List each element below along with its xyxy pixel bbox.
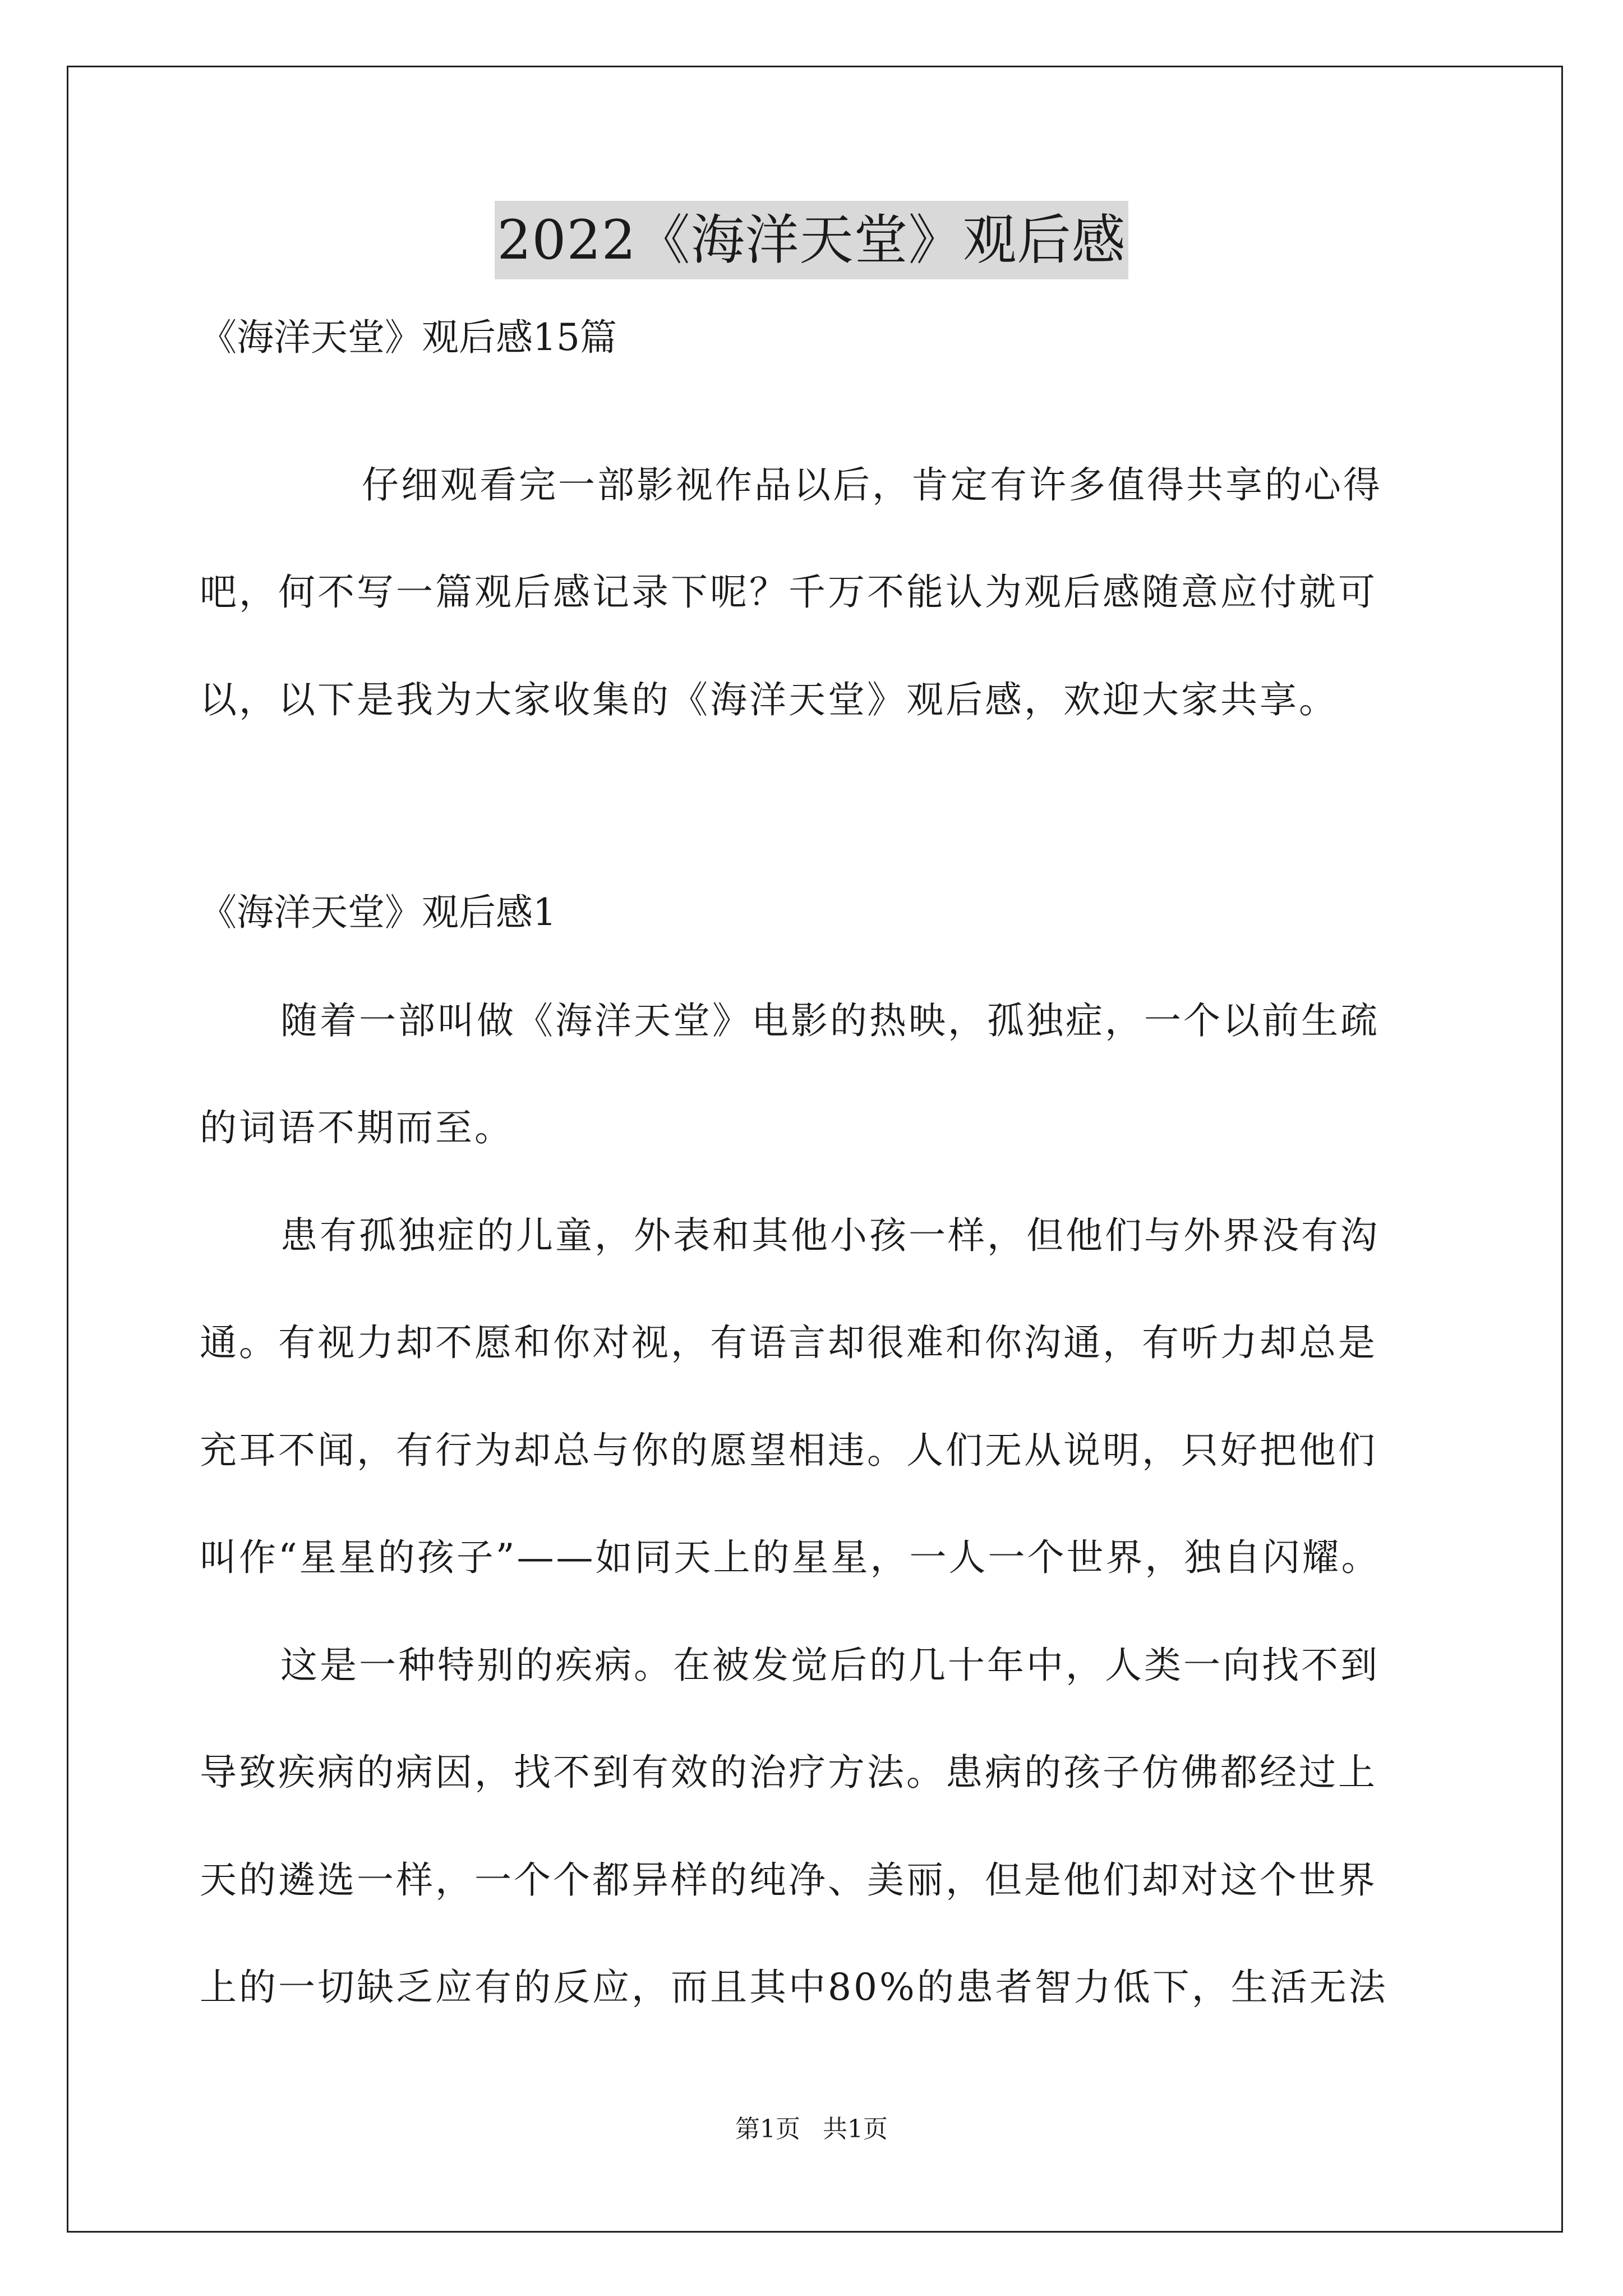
intro-line: 仔细观看完一部影视作品以后，肯定有许多值得共享的心得 (362, 463, 1382, 507)
paragraph-line: 患有孤独症的儿童，外表和其他小孩一样，但他们与外界没有沟 (280, 1214, 1380, 1257)
intro-line: 以，以下是我为大家收集的《海洋天堂》观后感，欢迎大家共享。 (200, 678, 1338, 721)
title-container (0, 201, 1623, 279)
paragraph-line: 天的遴选一样，一个个都异样的纯净、美丽，但是他们却对这个世界 (200, 1858, 1377, 1902)
paragraph-line: 这是一种特别的疾病。在被发觉后的几十年中，人类一向找不到 (280, 1644, 1380, 1687)
paragraph-line: 充耳不闻，有行为却总与你的愿望相违。人们无从说明，只好把他们 (200, 1429, 1377, 1472)
paragraph-line: 叫作“星星的孩子”——如同天上的星星，一人一个世界，独自闪耀。 (200, 1536, 1381, 1579)
page-number-total: 共1页 (823, 2115, 888, 2143)
section-title: 《海洋天堂》观后感1 (200, 891, 556, 934)
paragraph-line: 上的一切缺乏应有的反应，而且其中80%的患者智力低下，生活无法 (200, 1966, 1388, 2009)
paragraph-line: 通。有视力却不愿和你对视，有语言却很难和你沟通，有听力却总是 (200, 1321, 1377, 1364)
paragraph-line: 导致疾病的病因，找不到有效的治疗方法。患病的孩子仿佛都经过上 (200, 1751, 1377, 1794)
intro-line: 吧，何不写一篇观后感记录下呢？千万不能认为观后感随意应付就可 (200, 570, 1377, 614)
page-footer (0, 2113, 1623, 2146)
paragraph-line: 的词语不期而至。 (200, 1106, 514, 1149)
document-subtitle: 《海洋天堂》观后感15篇 (200, 316, 617, 359)
page-number-current: 第1页 (735, 2115, 800, 2143)
document-title: 2022《海洋天堂》观后感 (495, 201, 1128, 279)
paragraph-line: 随着一部叫做《海洋天堂》电影的热映，孤独症，一个以前生疏 (280, 999, 1380, 1042)
